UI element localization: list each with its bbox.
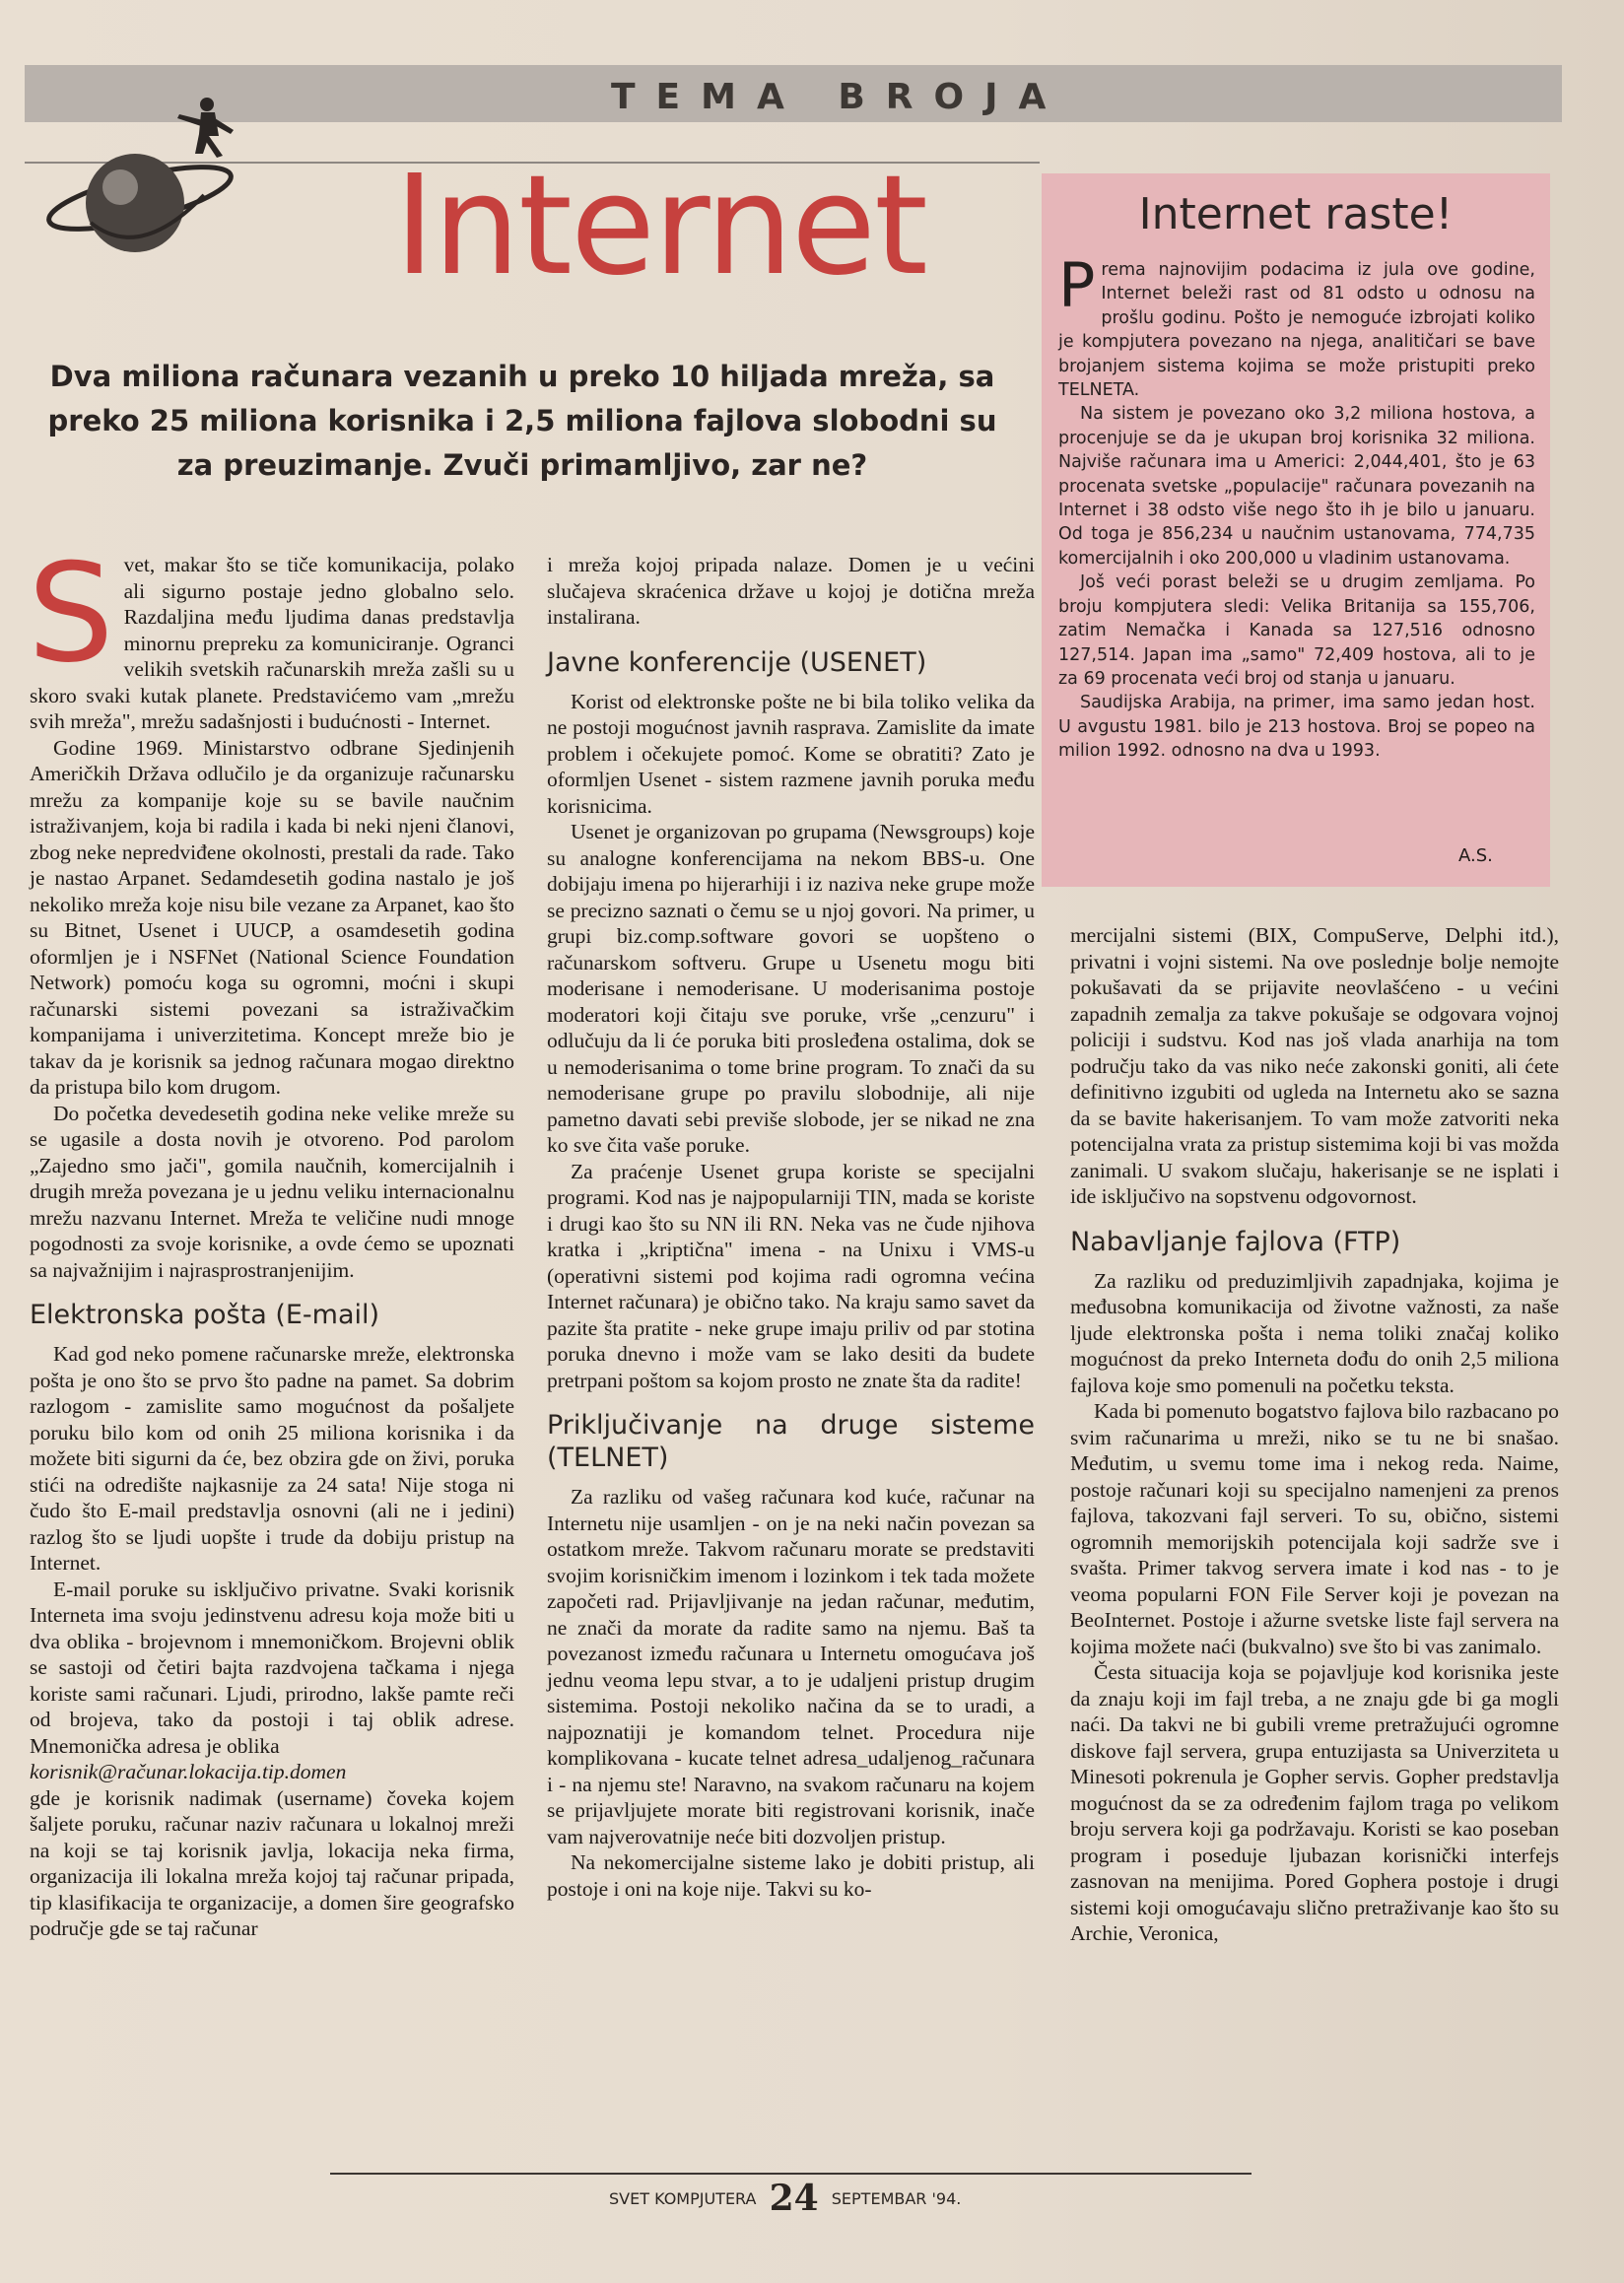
paragraph: Za razliku od vašeg računara kod kuće, računar na Internetu nije usamljen - on je na neki način povezan sa ostatkom mreže. Takvom računaru morate se predstaviti svojim korisničkim imenom i lozinkom i tek tada možete započeti rad. Prijavljivanje na jedan računar, međutim, ne znači da morate da radite samo na njemu. Baš ta povezanost između računara u Internetu omogućava još jednu veoma lepu stvar, a to je udaljeni pristup drugim sistemima. Postoji nekoliko načina da se to uradi, a najpoznatiji je komandom telnet. Procedura nije komplikovana - kucate telnet adresa_udaljenog_računara i - na njemu ste! Naravno, na svakom računaru na kojem se prijavljujete morate biti registrovani korisnik, inače vam najverovatnije neće biti dozvoljen pristup. bbox=[547, 1485, 1035, 1848]
paragraph: Do početka devedesetih godina neke velike mreže su se ugasile a dosta novih je otvoreno. Pod parolom „Zajedno smo jači", gomila naučnih, komercijalnih i drugih mreža povezana je u jednu veliku internacionalnu mrežu nazvanu Internet. Mreža te veličine nudi mnoge pogodnosti za svoje korisnike, a ovde ćemo se upoznati sa najvažnijim i najrasprostranjenijim. bbox=[30, 1101, 514, 1282]
subheading-telnet: Priključivanje na druge sisteme (TELNET) bbox=[547, 1410, 1035, 1473]
subheading-email: Elektronska pošta (E-mail) bbox=[30, 1300, 380, 1330]
sidebar-title: Internet raste! bbox=[1138, 189, 1454, 239]
footer-rule bbox=[330, 2173, 1252, 2175]
globe-figure-illustration bbox=[32, 85, 258, 262]
footer-magazine: SVET KOMPJUTERA bbox=[609, 2189, 757, 2208]
paragraph: vet, makar što se tiče komunikacija, polako ali sigurno postaje jedno globalno selo. Razdaljina među ljudima danas predstavlja minornu prepreku za komuniciranje. Ogranci velikih svetskih računarskih mreža zašli su u skoro svaki kutak planete. Predstavićemo vam „mrežu svih mreža", mrežu sadašnjosti i budućnosti - Internet. bbox=[30, 553, 514, 733]
paragraph: Kada bi pomenuto bogatstvo fajlova bilo razbacano po svim računarima u mreži, niko se tu ne bi snašao. Međutim, u svemu tome ima i nekog reda. Naime, postoje računari koji su specijalno namenjeni za prenos fajlova, takozvani fajl serveri. To su, obično, sistemi ogromnih memorijskih potencijala koji sadrže sve i svašta. Primer takvog servera imate i kod nas - to je veoma popularni FON File Server koji je povezan na BeoInternet. Postoje i ažurne svetske liste fajl servera na kojima možete naći (bukvalno) sve što bi vas zanimalo. bbox=[1070, 1399, 1559, 1658]
paragraph: Česta situacija koja se pojavljuje kod korisnika jeste da znaju koji im fajl treba, a ne znaju gde bi ga mogli naći. Da takvi ne bi gubili vreme pretražujući ogromne diskove fajl servera, grupa entuzijasta sa Univerziteta u Minesoti pokrenula je Gopher servis. Gopher predstavlja mogućnost da se za određenim fajlom traga po velikom broju servera koji ga podržavaju. Koristi se kao poseban program i poseduje ljubazan korisnički interfejs zasnovan na menijima. Pored Gophera postoje i drugi sistemi koji omogućavaju slično pretraživanje kao što su Archie, Veronica, bbox=[1070, 1660, 1559, 1945]
page-number: 24 bbox=[769, 2178, 819, 2219]
paragraph: Godine 1969. Ministarstvo odbrane Sjedinjenih Američkih Država odlučilo je da organizuje računarsku mrežu za kompanije koje su se bavile naučnim istraživanjem, koja bi radila i kada bi neki njeni članovi, zbog neke nepredviđene okolnosti, prestali da rade. Tako je nastao Arpanet. Sedamdesetih godina nastalo je još nekoliko mreža koje nisu bile vezane za Arpanet, kao što su Bitnet, Usenet i UUCP, a osamdesetih godina oformljen je i NSFNet (National Science Foundation Network) pomoću koga su ogromni, moćni i skupi računarski sistemi povezani sa istraživačkim kompanijama i univerzitetima. Koncept mreže bio je takav da je korisnik sa jednog računara mogao direktno da pristupa bilo kom drugom. bbox=[30, 735, 514, 1099]
sidebar-paragraph: rema najnovijim podacima iz jula ove godine, Internet beleži rast od 81 odsto u odnosu na prošlu godinu. Pošto je nemoguće izbrojati koliko je kompjutera povezano na njega, analitičari se bave brojanjem sistema kojima se može pristupiti preko TELNETA. bbox=[1058, 260, 1535, 401]
article-column-2 bbox=[547, 552, 1035, 1902]
drop-cap: S bbox=[28, 534, 114, 693]
paragraph: E-mail poruke su isključivo privatne. Svaki korisnik Interneta ima svoju jedinstvenu adresu koja može biti u dva oblika - brojevnom i mnemoničkom. Brojevni oblik se sastoji od četiri bajta razdvojena tačkama i njega koriste sami računari. Ljudi, prirodno, lakše pamte reči od brojeva, tako da postoji i taj oblik adrese. Mnemonička adresa je oblika bbox=[30, 1577, 514, 1758]
paragraph: Za razliku od preduzimljivih zapadnjaka, kojima je međusobna komunikacija od životne važnosti, za naše ljude elektronska pošta i nema toliki značaj koliko mogućnost da preko Interneta dođu do onih 2,5 miliona fajlova koje smo pomenuli na početku teksta. bbox=[1070, 1268, 1559, 1397]
article-title: Internet bbox=[394, 146, 926, 306]
email-address-example: korisnik@računar.lokacija.tip.domen bbox=[30, 1760, 347, 1783]
sidebar-signature: A.S. bbox=[1458, 845, 1493, 866]
article-column-3 bbox=[1070, 922, 1559, 1947]
subheading-ftp: Nabavljanje fajlova (FTP) bbox=[1070, 1226, 1401, 1257]
section-kicker: TEMA BROJA bbox=[611, 77, 1067, 117]
paragraph: Na nekomercijalne sisteme lako je dobiti pristup, ali postoje i oni na koje nije. Takvi su ko- bbox=[547, 1850, 1035, 1901]
article-deck: Dva miliona računara vezanih u preko 10 hiljada mreža, sa preko 25 miliona korisnika i 2,5 miliona fajlova slobodni su za preuzimanje. Zvuči primamljivo, zar ne? bbox=[47, 360, 997, 482]
sidebar-drop-cap: P bbox=[1058, 249, 1096, 321]
subheading-usenet: Javne konferencije (USENET) bbox=[547, 646, 927, 678]
paragraph: i mreža kojoj pripada nalaze. Domen je u većini slučajeva skraćenica države u kojoj je dotična mreža instalirana. bbox=[547, 553, 1035, 629]
paragraph: Kad god neko pomene računarske mreže, elektronska pošta je ono što se prvo što padne na pamet. Sa dobrim razlogom - zamislite samo mogućnost da pošaljete poruku bilo kom od onih 25 miliona korisnika i da možete biti sigurni da će, bez obzira gde on živi, poruka stići na odredište najkasnije za 24 sata! Nije stoga ni čudo što E-mail predstavlja osnovni (ali ne i jedini) razlog što se ljudi uopšte i trude da dobiju pristup na Internet. bbox=[30, 1342, 514, 1575]
sidebar-paragraph: Saudijska Arabija, na primer, ima samo jedan host. U avgustu 1981. bilo je 213 hostova. Broj se popeo na milion 1992. odnosno na dva u 1993. bbox=[1058, 693, 1535, 762]
page-footer bbox=[609, 2178, 961, 2219]
footer-issue: SEPTEMBAR '94. bbox=[831, 2189, 962, 2208]
article-column-1 bbox=[28, 534, 514, 1942]
sidebar-paragraph: Još veći porast beleži se u drugim zemljama. Po broju kompjutera sledi: Velika Britanija sa 155,706, zatim Nemačka i Kanada sa 127,516 odnosno 127,514. Japan ima „samo" 72,409 hostova, ali to je za 69 procenata veći broj od stanja u januaru. bbox=[1058, 572, 1535, 689]
paragraph: gde je korisnik nadimak (username) čoveka kojem šaljete poruku, računar naziv računara u lokalnoj mreži na koji se taj korisnik javlja, lokacija neka firma, organizacija ili lokalna mreža kojoj taj računar pripada, tip klasifikacija te organizacije, a domen šire geografsko područje gde se taj računar bbox=[30, 1785, 514, 1940]
paragraph: mercijalni sistemi (BIX, CompuServe, Delphi itd.), privatni i vojni sistemi. Na ove poslednje bolje nemojte pokušavati da se prijavite neovlašćeno - u većini zapadnih zemalja za takve pokušaje se odgovara vojnoj policiji i sudstvu. Kod nas još vlada anarhija na tom području tako da vas niko neće zakonski goniti, ali ćete definitivno izgubiti od ugleda na Internetu ako se sazna da se bavite hakerisanjem. To vam može zatvoriti neka potencijalna vrata za pristup sistemima koji bi vas možda zanimali. U svakom slučaju, hakerisanje se ne isplati i ide isključivo na sopstvenu odgovornost. bbox=[1070, 923, 1559, 1208]
paragraph: Usenet je organizovan po grupama (Newsgroups) koje su analogne konferencijama na nekom BBS-u. One dobijaju imena po hijerarhiji i iz naziva neke grupe može se precizno saznati o čemu se u njoj govori. Na primer, u grupi biz.comp.software govori se uopšteno o računarskom softveru. Grupe u Usenetu mogu biti moderisane i nemoderisane. U moderisanima postoje moderatori koji čitaju sve poruke, vrše „cenzuru" i odlučuju da li će poruka biti prosleđena ostalima, dok se u nemoderisanima o tome brine program. To znači da su nemoderisane grupe po pravilu slobodnije, ali nije pametno davati sebi previše slobode, jer se nikad ne zna ko sve čita vaše poruke. bbox=[547, 820, 1035, 1157]
sidebar-paragraph: Na sistem je povezano oko 3,2 miliona hostova, a procenjuje se da je ukupan broj korisnika 32 miliona. Najviše računara ima u Americi: 2,044,401, što je 63 procenata svetske „populacije" računara povezanih na Internet i 38 odsto više nego što ih je bilo u januaru. Od toga je 856,234 u naučnim ustanovama, 774,735 komercijalnih i oko 200,000 u vladinim ustanovama. bbox=[1058, 404, 1535, 569]
sidebar-text bbox=[1058, 249, 1535, 764]
paragraph: Korist od elektronske pošte ne bi bila toliko velika da ne postoji mogućnost javnih rasprava. Zamislite da imate problem i očekujete pomoć. Kome se obratiti? Zato je oformljen Usenet - sistem razmene javnih poruka među korisnicima. bbox=[547, 689, 1035, 818]
paragraph: Za praćenje Usenet grupa koriste se specijalni programi. Kod nas je najpopularniji TIN, mada se koriste i drugi kao što su NN ili RN. Neka vas ne čude njihova kratka i „kriptična" imena - na Unixu i VMS-u (operativni sistemi pod kojima radi ogromna većina Internet računara) je obično tako. Na kraju samo savet da pazite šta pratite - neke grupe imaju priliv od par stotina poruka dnevno i može vam se lako desiti da budete pretrpani poštom sa kojom prosto ne znate šta da radite! bbox=[547, 1159, 1035, 1392]
